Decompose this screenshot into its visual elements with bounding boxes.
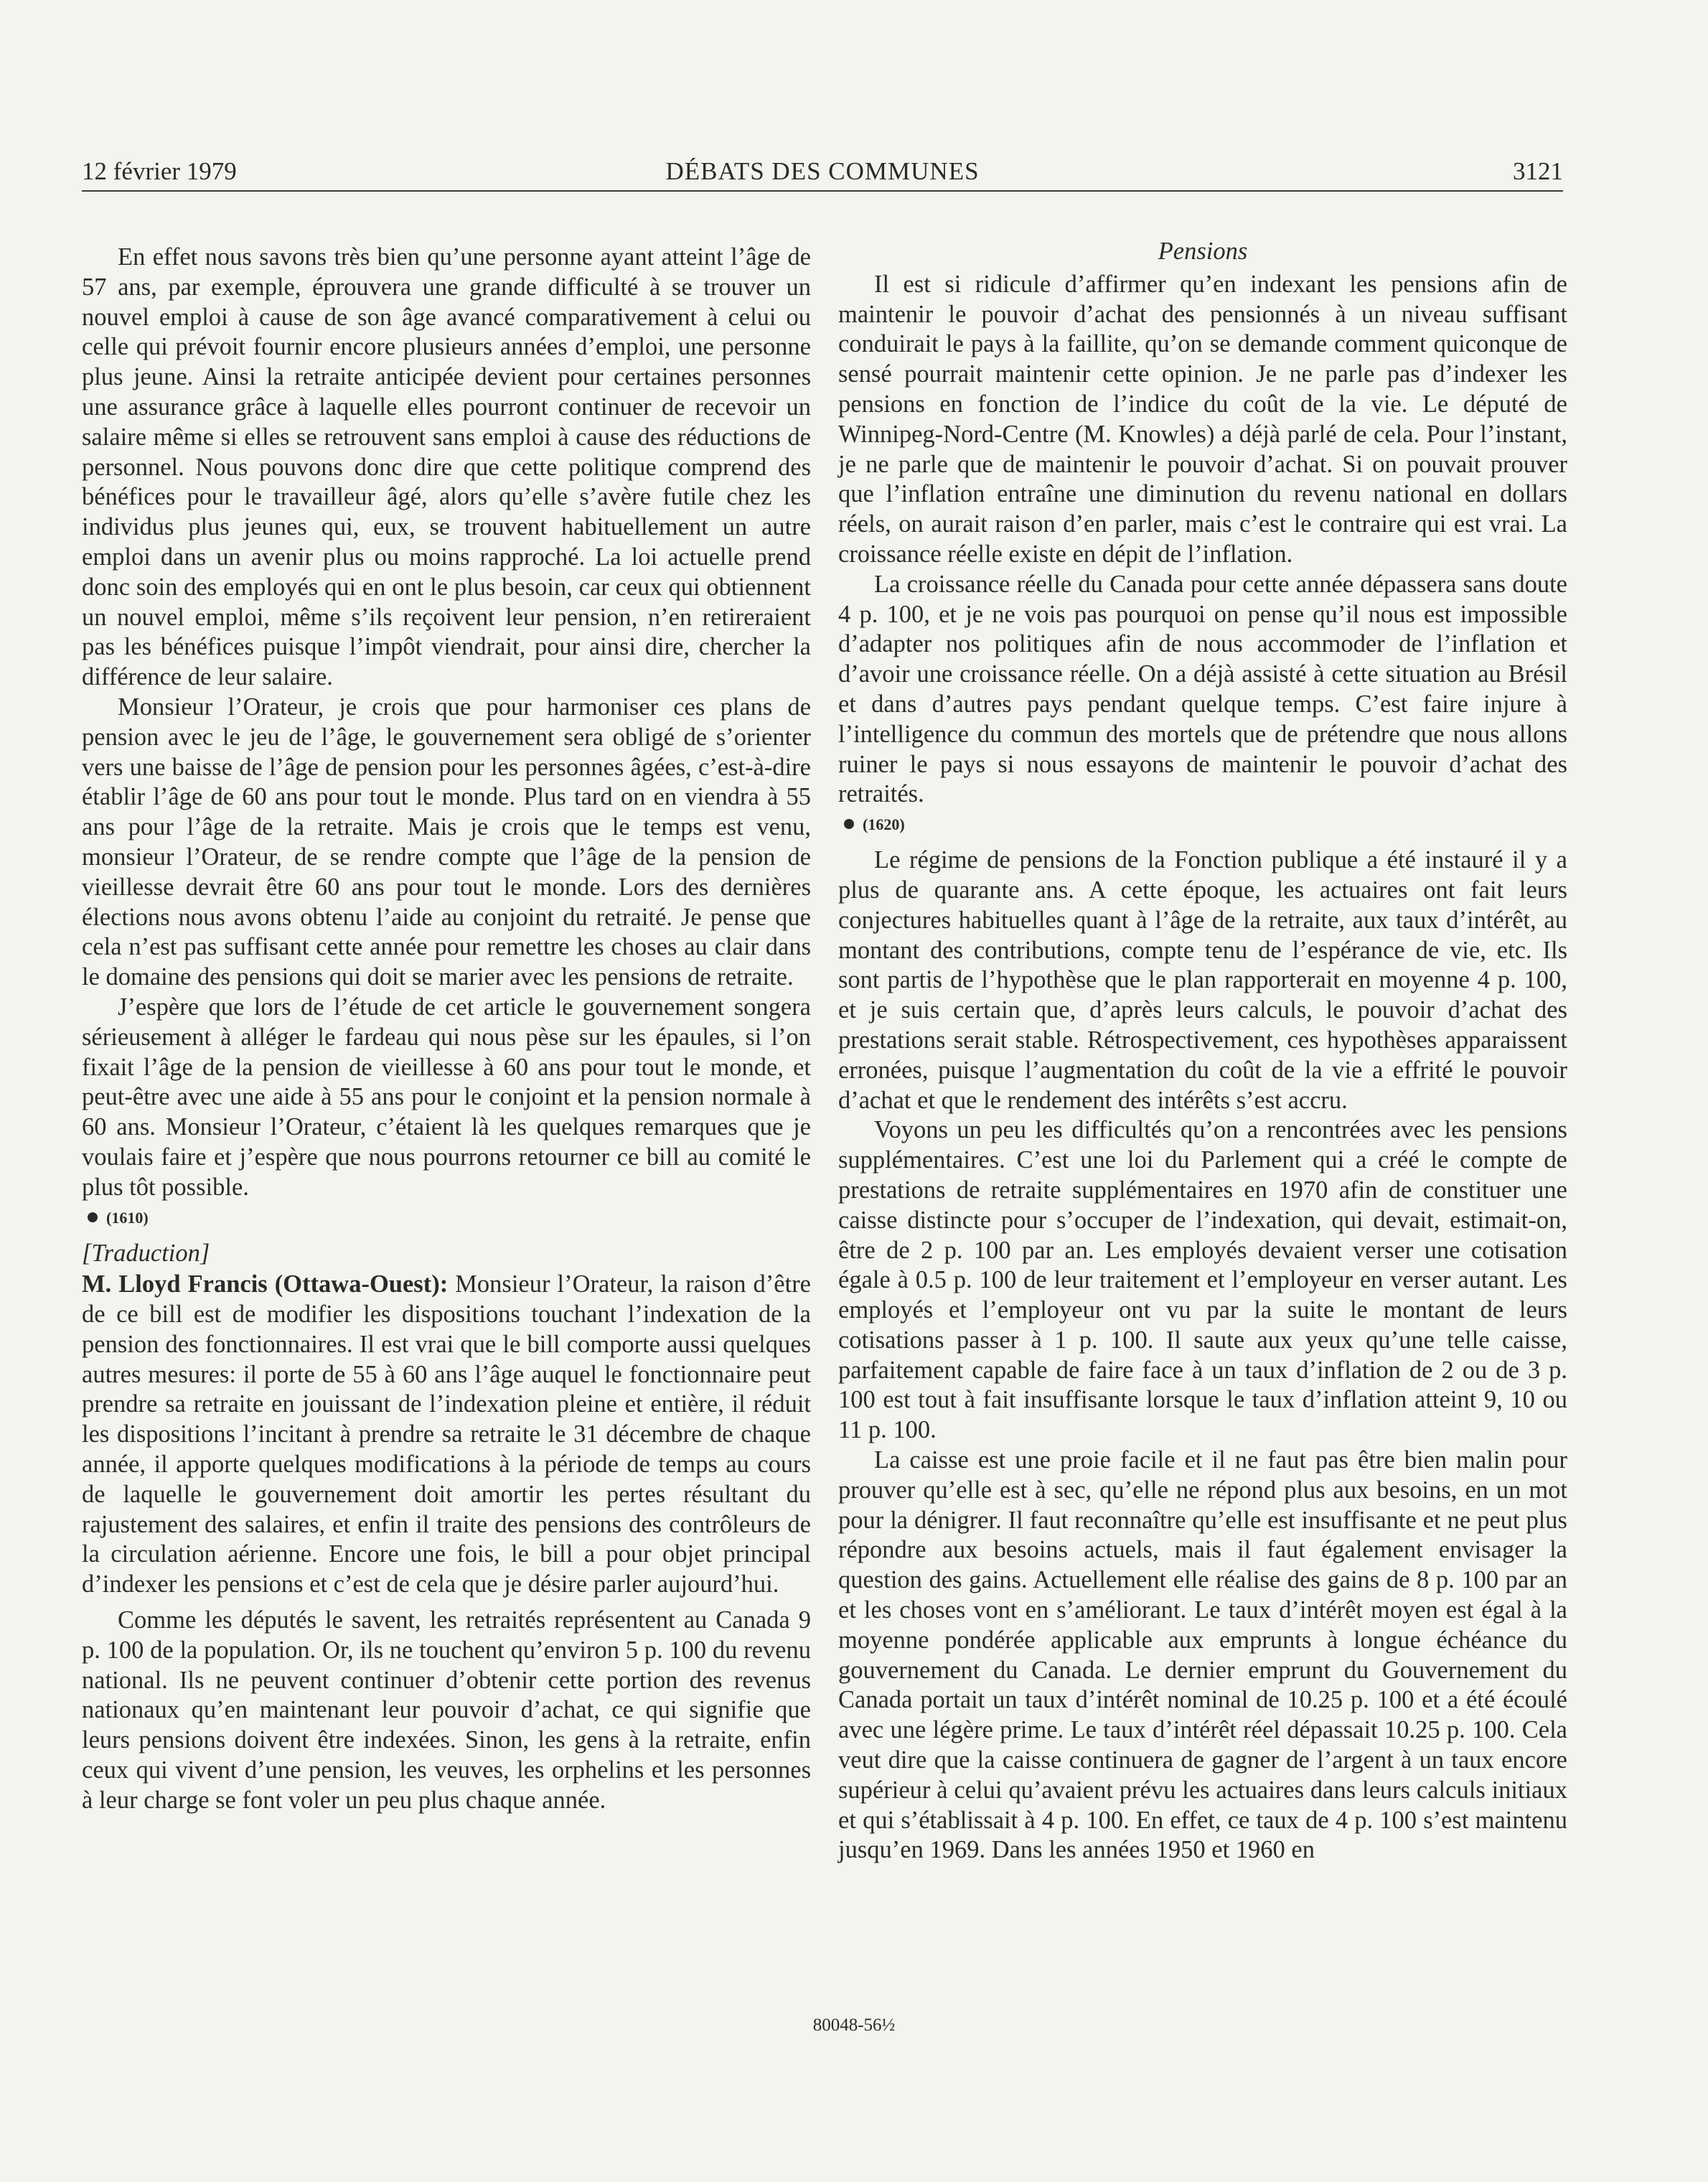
time-marker-label: (1620) — [863, 815, 905, 834]
translation-note: [Traduction] — [82, 1239, 210, 1267]
paragraph: La croissance réelle du Canada pour cette année dépassera sans doute 4 p. 100, et je ne vois pas pourquoi on pense qu’il nous est impossible d’adapter nos politiques afin de nous accommoder de l’inflation et d’avoir une croissance réelle. On a déjà assisté à cette situation au Brésil et dans d’autres pays pendant quelque temps. C’est faire injure à l’intelligence du commun des mortels que de prétendre que nous allons ruiner le pays si nous essayons de maintenir le pouvoir d’achat des retraités. — [838, 570, 1567, 808]
time-marker — [844, 814, 1567, 835]
bullet-icon — [88, 1212, 98, 1222]
page-number: 3121 — [1513, 157, 1563, 185]
paragraph: Monsieur l’Orateur, je crois que pour harmoniser ces plans de pension avec le jeu de l’âge, le gouvernement sera obligé de s’orienter vers une baisse de l’âge de pension pour les personnes âgées, c’est-à-dire établir l’âge de 60 ans pour tout le monde. Plus tard on en viendra à 55 ans pour l’âge de la retraite. Mais je crois que le temps est venu, monsieur l’Orateur, de se rendre compte que l’âge de la pension de vieillesse devrait être 60 ans pour tout le monde. Lors des dernières élections nous avons obtenu l’aide au conjoint du retraité. Je pense que cela n’est pas suffisant cette année pour remettre les choses au clair dans le domaine des pensions qui doit se marier avec les pensions de retraite. — [82, 693, 811, 991]
header-date: 12 février 1979 — [82, 157, 237, 185]
page-header — [82, 147, 1563, 192]
paragraph: J’espère que lors de l’étude de cet article le gouvernement songera sérieusement à alléger le fardeau qui nous pèse sur les épaules, si l’on fixait l’âge de la pension de vieillesse à 60 ans pour tout le monde, et peut-être avec une aide à 55 ans pour le conjoint et la pension normale à 60 ans. Monsieur l’Orateur, c’étaient là les quelques remarques que je voulais faire et j’espère que nous pourrons retourner ce bill au comité le plus tôt possible. — [82, 993, 811, 1201]
speaker-name: M. Lloyd Francis (Ottawa-Ouest): — [82, 1270, 449, 1298]
time-marker — [88, 1207, 811, 1229]
paragraph: Il est si ridicule d’affirmer qu’en indexant les pensions afin de maintenir le pouvoir d’achat des pensionnés à un niveau suffisant conduirait le pays à la faillite, qu’on se demande comment quiconque de sensé pourrait maintenir cette opinion. Je ne parle pas d’indexer les pensions en fonction de l’indice du coût de la vie. Le député de Winnipeg-Nord-Centre (M. Knowles) a déjà parlé de cela. Pour l’instant, je ne parle que de maintenir le pouvoir d’achat. Si on pouvait prouver que l’inflation entraîne une diminution du revenu national en dollars réels, on aurait raison d’en parler, mais c’est le contraire qui est vrai. La croissance réelle existe en dépit de l’inflation. — [838, 270, 1567, 568]
right-column — [838, 237, 1567, 1865]
speaker-paragraph — [82, 1270, 811, 1600]
footer-code: 80048-56½ — [812, 2015, 896, 2035]
paragraph: Voyons un peu les difficultés qu’on a rencontrées avec les pensions supplémentaires. C’est une loi du Parlement qui a créé le compte de prestations de retraite supplémentaires en 1970 afin de constituer une caisse distincte pour s’occuper de l’indexation, qui devait, estimait-on, être de 2 p. 100 par an. Les employés devaient verser une cotisation égale à 0.5 p. 100 de leur traitement et l’employeur en verser autant. Les employés et l’employeur ont vu par la suite le montant de leurs cotisations passer à 1 p. 100. Il saute aux yeux qu’une telle caisse, parfaitement capable de faire face à un taux d’inflation de 2 ou de 3 p. 100 est tout à fait insuffisante lorsque le taux d’inflation atteint 9, 10 ou 11 p. 100. — [838, 1116, 1567, 1444]
speech-text: Monsieur l’Orateur, la raison d’être de ce bill est de modifier les dispositions touchant l’indexation de la pension des fonctionnaires. Il est vrai que le bill comporte aussi quelques autres mesures: il porte de 55 à 60 ans l’âge auquel le fonctionnaire peut prendre sa retraite en jouissant de l’indexation pleine et entière, il réduit les dispositions l’incitant à prendre sa retraite le 31 décembre de chaque année, il apporte quelques modifications à la période de temps au cours de laquelle le gouvernement doit amortir les pertes résultant du rajustement des salaires, et enfin il traite des pensions des contrôleurs de la circulation aérienne. Encore une fois, le bill a pour objet principal d’indexer les pensions et c’est de cela que je désire parler aujourd’hui. — [82, 1270, 811, 1598]
bullet-icon — [844, 819, 854, 829]
header-title: DÉBATS DES COMMUNES — [665, 157, 980, 185]
time-marker-label: (1610) — [106, 1208, 149, 1227]
paragraph: Comme les députés le savent, les retraités représentent au Canada 9 p. 100 de la population. Or, ils ne touchent qu’environ 5 p. 100 du revenu national. Ils ne peuvent continuer d’obtenir cette portion des revenus nationaux qu’en maintenant leur pouvoir d’achat, ce qui signifie que leurs pensions doivent être indexées. Sinon, les gens à la retraite, enfin ceux qui vivent d’une pension, les veuves, les orphelins et les personnes à leur charge se font voler un peu plus chaque année. — [82, 1606, 811, 1814]
paragraph: Le régime de pensions de la Fonction publique a été instauré il y a plus de quarante ans. A cette époque, les actuaires ont fait leurs conjectures habituelles quant à l’âge de la retraite, aux taux d’intérêt, au montant des contributions, compte tenu de l’espérance de vie, etc. Ils sont partis de l’hypothèse que le plan rapporterait en moyenne 4 p. 100, et je suis certain que, d’après leurs calculs, le pouvoir d’achat des prestations serait stable. Rétrospectivement, ces hypothèses apparaissent erronées, puisque l’augmentation du coût de la vie a effrité le pouvoir d’achat et que le rendement des intérêts s’est accru. — [838, 846, 1567, 1114]
paragraph: En effet nous savons très bien qu’une personne ayant atteint l’âge de 57 ans, par exemple, éprouvera une grande difficulté à se trouver un nouvel emploi à cause de son âge avancé comparativement à celui ou celle qui prévoit fournir encore plusieurs années d’emploi, une personne plus jeune. Ainsi la retraite anticipée devient pour certaines personnes une assurance grâce à laquelle elles pourront continuer de recevoir un salaire même si elles se retrouvent sans emploi à cause des réductions de personnel. Nous pouvons donc dire que cette politique comprend des bénéfices pour le travailleur âgé, alors qu’elle s’avère futile chez les individus plus jeunes qui, eux, se trouvent habituellement un autre emploi dans un avenir plus ou moins rapproché. La loi actuelle prend donc soin des employés qui en ont le plus besoin, car ceux qui obtiennent un nouvel emploi, même s’ils reçoivent leur pension, n’en retireraient pas les bénéfices puisque l’impôt viendrait, pour ainsi dire, chercher la différence de leur salaire. — [82, 243, 811, 691]
left-column — [82, 243, 811, 1816]
paragraph: La caisse est une proie facile et il ne faut pas être bien malin pour prouver qu’elle est à sec, qu’elle ne répond plus aux besoins, en un mot pour la dénigrer. Il faut reconnaître qu’elle est insuffisante et ne peut plus répondre aux besoins actuels, mais il faut également envisager la question des gains. Actuellement elle réalise des gains de 8 p. 100 par an et les choses vont en s’améliorant. Le taux d’intérêt moyen est égal à la moyenne pondérée applicable aux emprunts à longue échéance du gouvernement du Canada. Le dernier emprunt du Gouvernement du Canada portait un taux d’intérêt nominal de 10.25 p. 100 et a été écoulé avec une légère prime. Le taux d’intérêt réel dépassait 10.25 p. 100. Cela veut dire que la caisse continuera de gagner de l’argent à un taux encore supérieur à celui qu’avaient prévu les actuaires dans leurs calculs initiaux et qui s’établissait à 4 p. 100. En effet, ce taux de 4 p. 100 s’est maintenu jusqu’en 1969. Dans les années 1950 et 1960 en — [838, 1446, 1567, 1864]
section-title: Pensions — [1158, 238, 1248, 265]
